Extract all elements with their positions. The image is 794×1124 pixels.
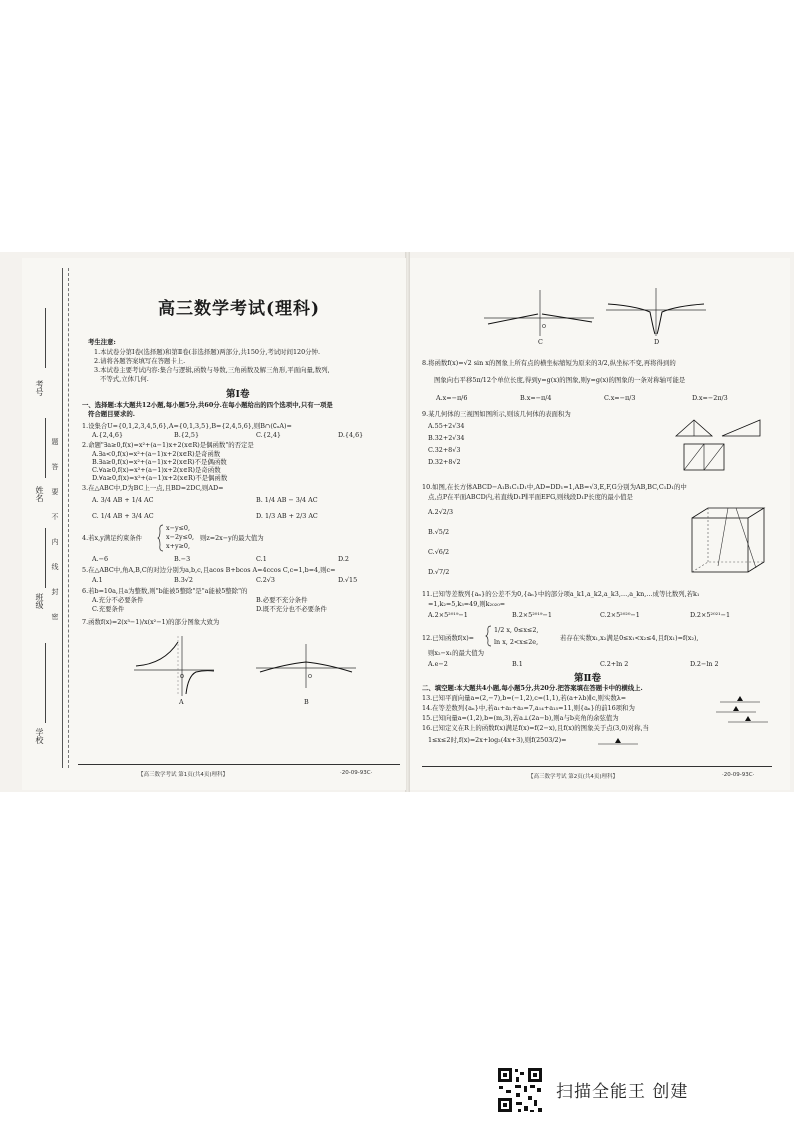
graph-label: B [304,698,309,706]
footer-rule [422,766,772,767]
margin-label-class: 班级 [35,593,44,609]
question-14: 14.在等差数列{aₙ}中,若a₁+a₂+a₃=7,a₁₄+a₁₅=11,则{aₙ}的前16项和为 [422,704,635,712]
margin-line [62,268,63,768]
section-2-heading: 第Ⅱ卷 [574,673,602,684]
option: C.充要条件 [92,605,125,613]
margin-label-exam-number: 考号 [35,380,44,396]
answer-blank-15 [728,715,768,723]
seal-char: 线 [51,563,59,570]
q7-graph-a [134,636,214,698]
q7-graph-b [256,640,356,690]
option: D.√15 [338,576,358,584]
question-12-tail: 若存在实数x₁,x₂满足0≤x₁<x₂≤4,且f(x₁)=f(x₂), [560,634,699,642]
margin-label-school: 学校 [35,728,44,744]
option: C. 1/4 AB + 3/4 AC [92,512,154,520]
scanner-watermark-label: 扫描全能王 创建 [556,1082,689,1102]
notice-line: 2.请将各题答案填写在答题卡上. [94,357,186,365]
page-code: ·20-09-93C· [340,770,373,776]
seal-char: 答 [51,463,59,470]
question-1: 1.设集合U={0,1,2,3,4,5,6},A={0,1,3,5},B={2,4,5,6},则B∩(∁ᵤA)= [82,422,292,430]
option: C.2+ln 2 [600,660,629,668]
option: B.x=−π/4 [520,394,552,402]
question-4-tail: 则z=2x−y的最大值为 [200,534,264,542]
seal-char: 不 [51,513,59,520]
notice-title: 考生注意: [88,338,116,346]
option: A.55+2√34 [428,422,465,430]
graph-label: C [538,338,543,346]
q7-graph-c [484,288,594,336]
option: B.∃a≥0,f(x)=x²+(a−1)x+2(x∈R)不是偶函数 [92,458,227,466]
constraint: x−y≤0, [166,524,191,532]
question-10: 10.如图,在长方体ABCD−A₁B₁C₁D₁中,AD=DD₁=1,AB=√3,E,F,G分别为AB,BC,C₁D₁的中 [422,483,687,491]
option: A. 3/4 AB + 1/4 AC [92,496,154,504]
option: B.必要不充分条件 [256,596,308,604]
graph-label: D [654,338,660,346]
seal-char: 密 [51,613,59,620]
option: B.√5/2 [428,528,450,536]
constraint: x+y≥0, [166,542,191,550]
option: D.2×5²⁰²¹−1 [690,611,731,619]
option: C.{2,4} [256,431,281,439]
option: D. 1/3 AB + 2/3 AC [256,512,318,520]
option: D.2 [338,555,349,563]
section-1-heading: 第Ⅰ卷 [226,389,250,400]
option: A.2×5²⁰¹⁹−1 [428,611,468,619]
exam-number-blank [45,308,46,368]
option: D.2−ln 2 [690,660,719,668]
option: A.{2,4,6} [92,431,124,439]
svg-text:O: O [542,324,546,330]
fill-in-intro: 二、填空题:本大题共4小题,每小题5分,共20分.把答案填在答题卡中的横线上. [422,684,643,692]
exam-page-1 [22,258,406,790]
q9-three-views [674,414,764,472]
question-5: 5.在△ABC中,角A,B,C的对边分别为a,b,c,且acos B+bcos A=4ccos C,c=1,b=4,则c= [82,566,336,574]
notice-line: 不等式,立体几何. [100,375,149,383]
question-11: 11.已知等差数列{aₙ}的公差不为0,{aₙ}中的部分项a_k1,a_k2,a_k3,…,a_kn,…成等比数列,若k₁ [422,590,700,598]
option: B.2×5²⁰¹⁹−1 [512,611,552,619]
question-3: 3.在△ABC中,D为BC上一点,且BD=2DC,则AD= [82,484,224,492]
option: A.x=−π/6 [436,394,468,402]
binding-margin [22,258,74,790]
page-footer: 【高三数学考试 第2页(共4页)理科】 [528,774,619,780]
question-9: 9.某几何体的三视图如图所示,则该几何体的表面积为 [422,410,571,418]
qr-code-icon [496,1066,544,1114]
notice-line: 3.本试卷主要考试内容:集合与逻辑,函数与导数,三角函数及解三角形,平面向量,数列, [94,366,330,374]
name-blank [45,418,46,478]
class-blank [45,528,46,588]
question-4: 4.若x,y满足约束条件 [82,534,143,542]
question-16: 16.已知定义在R上的函数f(x)满足f(x)=f(2−x),且f(x)的图象关于点(3,0)对称,当 [422,724,649,732]
graph-label: A [179,698,184,706]
school-blank [45,643,46,723]
question-15: 15.已知向量a=(1,2),b=(m,3),若a⊥(2a−b),则a与b夹角的余弦值为 [422,714,619,722]
exam-title: 高三数学考试(理科) [157,299,321,319]
question-2: 2.命题"∃a≥0,f(x)=x²+(a−1)x+2(x∈R)是偶函数"的否定是 [82,441,254,449]
option: D.√7/2 [428,568,450,576]
piece: ln x, 2<x≤2e, [494,638,539,646]
question-8: 8.将函数f(x)=√2 sin x的图象上所有点的横坐标缩短为原来的3/2,纵坐标不变,再将得到的 [422,359,676,367]
q10-cuboid-figure [688,506,768,576]
exam-page-2 [410,258,790,790]
option: C.√6/2 [428,548,450,556]
piece: 1/2 x, 0≤x≤2, [494,626,539,634]
option: D.x=−2π/3 [692,394,728,402]
answer-blank-13 [720,695,760,703]
question-7: 7.函数f(x)=2(x³−1)/x(x²−1)的部分图象大致为 [82,618,220,626]
option: C.∀a≥0,f(x)=x²+(a−1)x+2(x∈R)是奇函数 [92,466,221,474]
answer-blank-16 [598,737,638,745]
page-footer: 【高三数学考试 第1页(共4页)理科】 [138,772,229,778]
page-code: ·20-09-93C· [722,772,755,778]
option: C.2√3 [256,576,275,584]
question-16-cont: 1≤x≤2时,f(x)=2x+log₂(4x+3),则f(2503/2)= [428,736,567,744]
question-13: 13.已知平面向量a=(2,−7),b=(−1,2),c=(1,1),若(a+λb)∥c,则实数λ= [422,694,627,702]
seal-char: 封 [51,588,59,595]
brace [158,524,164,552]
section-1-intro: 一、选择题:本大题共12小题,每小题5分,共60分.在每小题给出的四个选项中,只有一项是 [82,401,333,409]
answer-blank-14 [716,705,756,713]
seal-char: 内 [51,538,59,545]
seal-char: 题 [51,438,59,445]
option: A.充分不必要条件 [92,596,144,604]
section-1-intro: 符合题目要求的. [88,410,135,418]
margin-label-name: 姓名 [35,486,44,502]
option: B.1 [512,660,523,668]
constraint: x−2y≤0, [166,533,195,541]
notice-line: 1.本试卷分第Ⅰ卷(选择题)和第Ⅱ卷(非选择题)两部分,共150分,考试时间120分钟. [94,348,320,356]
question-11-cont: =1,k₂=5,k₃=49,则k₂₀₂₀= [428,600,506,608]
option: B. 1/4 AB − 3/4 AC [256,496,318,504]
seal-char: 要 [51,488,59,495]
option: D.既不充分也不必要条件 [256,605,327,613]
question-12: 12.已知函数f(x)= [422,634,475,642]
option: D.32+8√2 [428,458,461,466]
footer-rule [78,764,400,765]
option: A.1 [92,576,103,584]
option: D.∀a≥0,f(x)=x²+(a−1)x+2(x∈R)不是偶函数 [92,474,228,482]
brace [486,625,492,647]
option: A.−6 [92,555,109,563]
option: B.32+2√34 [428,434,465,442]
option: C.32+8√3 [428,446,461,454]
page-1-content [78,258,400,790]
question-6: 6.若b=10a,且a为整数,则"b能被5整除"是"a能被5整除"的 [82,587,248,595]
option: B.−3 [174,555,191,563]
option: D.{4,6} [338,431,364,439]
option: B.3√2 [174,576,193,584]
option: C.1 [256,555,267,563]
question-10-cont: 点,点P在平面ABCD内,若直线D₁P∥平面EFG,则线段D₁P长度的最小值是 [428,493,633,501]
svg-text:O: O [180,674,184,680]
svg-text:O: O [308,674,312,680]
option: C.2×5²⁰²⁰−1 [600,611,640,619]
option: B.{2,5} [174,431,200,439]
q7-graph-d [606,288,706,336]
question-8-cont: 图象向右平移5π/12个单位长度,得到y=g(x)的图象,则y=g(x)的图象的一条对称轴可能是 [434,376,686,384]
seal-dashed-line [68,268,69,768]
option: C.x=−π/3 [604,394,636,402]
option: A.e−2 [428,660,448,668]
question-12-cont: 则x₂−x₁的最大值为 [428,649,485,657]
option: A.∃a<0,f(x)=x²+(a−1)x+2(x∈R)是奇函数 [92,450,221,458]
option: A.2√2/3 [428,508,454,516]
